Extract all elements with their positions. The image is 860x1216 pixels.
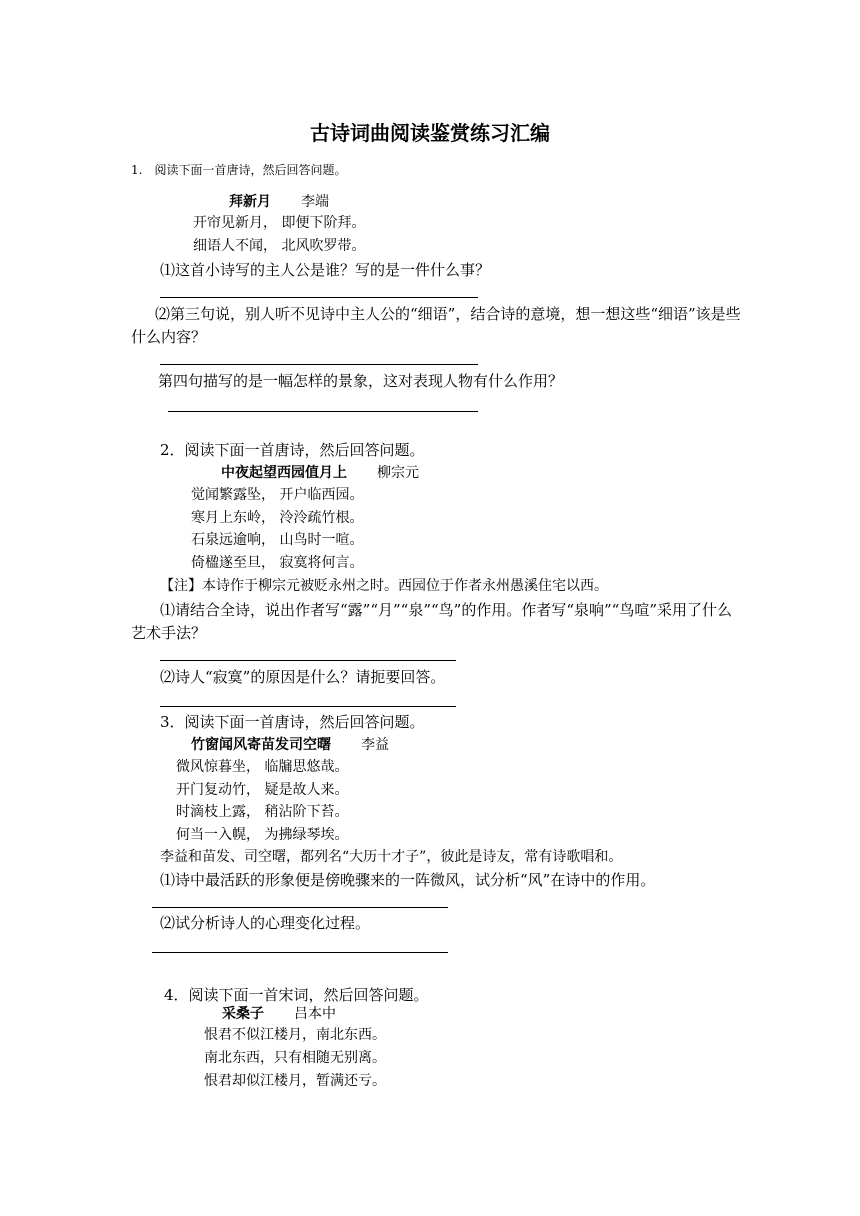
poem-line: 觉闻繁露坠， 开户临西园。 bbox=[191, 487, 364, 503]
q1-sub1: ⑴这首小诗写的主人公是谁？写的是一件什么事？ bbox=[160, 261, 491, 279]
poem-title: 采桑子 bbox=[222, 1006, 264, 1022]
q1-sub2: ⑵第三句说，别人听不见诗中主人公的“细语”，结合诗的意境，想一想这些“细语”该是些什么内容？ bbox=[131, 305, 741, 346]
poem-author: 李端 bbox=[301, 194, 329, 210]
q3-note: 李益和苗发、司空曙，都列名“大历十才子”，彼此是诗友，常有诗歌唱和。 bbox=[160, 849, 623, 865]
poem-title: 竹窗闻风寄苗发司空曙 bbox=[191, 737, 331, 753]
poem-line: 倚楹遂至旦， 寂寞将何言。 bbox=[191, 555, 364, 571]
answer-line[interactable] bbox=[152, 952, 448, 953]
poem-title: 拜新月 bbox=[229, 194, 271, 210]
answer-line[interactable] bbox=[152, 907, 448, 908]
q2-prompt: 2．阅读下面一首唐诗，然后回答问题。 bbox=[160, 441, 425, 459]
poem-author: 李益 bbox=[361, 737, 389, 753]
q3-poem-heading bbox=[191, 734, 389, 754]
answer-line[interactable] bbox=[160, 660, 456, 661]
poem-author: 柳宗元 bbox=[377, 465, 419, 481]
poem-line: 何当一入幌， 为拂绿琴埃。 bbox=[176, 827, 349, 843]
poem-line: 开帘见新月， 即便下阶拜。 bbox=[193, 215, 366, 231]
poem-author: 吕本中 bbox=[294, 1006, 336, 1022]
q1-prompt: 1. 阅读下面一首唐诗，然后回答问题。 bbox=[131, 163, 347, 177]
q4-poem-heading bbox=[222, 1003, 336, 1023]
answer-line[interactable] bbox=[160, 706, 456, 707]
q2-sub1: ⑴请结合全诗，说出作者写“露”“月”“泉”“鸟”的作用。作者写“泉响”“鸟喧”采用了什么艺术手法？ bbox=[131, 601, 733, 642]
q2-sub2: ⑵诗人“寂寞”的原因是什么？请扼要回答。 bbox=[160, 668, 446, 686]
document-title: 古诗词曲阅读鉴赏练习汇编 bbox=[310, 121, 550, 145]
poem-line: 南北东西，只有相随无别离。 bbox=[204, 1050, 386, 1066]
poem-line: 恨君不似江楼月，南北东西。 bbox=[204, 1027, 386, 1043]
poem-line: 微风惊暮坐， 临牖思悠哉。 bbox=[176, 759, 349, 775]
poem-line: 细语人不闻， 北风吹罗带。 bbox=[193, 238, 366, 254]
poem-line: 寒月上东岭， 泠泠疏竹根。 bbox=[191, 510, 364, 526]
poem-title: 中夜起望西园值月上 bbox=[221, 465, 347, 481]
q1-sub3: 第四句描写的是一幅怎样的景象，这对表现人物有什么作用？ bbox=[158, 372, 564, 390]
q3-prompt: 3．阅读下面一首唐诗，然后回答问题。 bbox=[160, 713, 425, 731]
q2-note: 【注】本诗作于柳宗元被贬永州之时。西园位于作者永州愚溪住宅以西。 bbox=[160, 578, 608, 594]
q3-sub2: ⑵试分析诗人的心理变化过程。 bbox=[160, 914, 371, 932]
q4-prompt: 4．阅读下面一首宋词，然后回答问题。 bbox=[164, 986, 429, 1004]
poem-line: 开门复动竹， 疑是故人来。 bbox=[176, 782, 349, 798]
q3-sub1: ⑴诗中最活跃的形象便是傍晚骤来的一阵微风，试分析“风”在诗中的作用。 bbox=[160, 871, 656, 889]
poem-line: 恨君却似江楼月，暂满还亏。 bbox=[204, 1073, 386, 1089]
poem-line: 石泉远逾响， 山鸟时一喧。 bbox=[191, 532, 364, 548]
q1-poem-heading bbox=[229, 191, 329, 211]
q2-poem-heading bbox=[221, 462, 419, 482]
answer-line[interactable] bbox=[160, 297, 478, 298]
poem-line: 时滴枝上露， 稍沾阶下苔。 bbox=[176, 804, 349, 820]
answer-line[interactable] bbox=[168, 411, 478, 412]
answer-line[interactable] bbox=[160, 364, 478, 365]
